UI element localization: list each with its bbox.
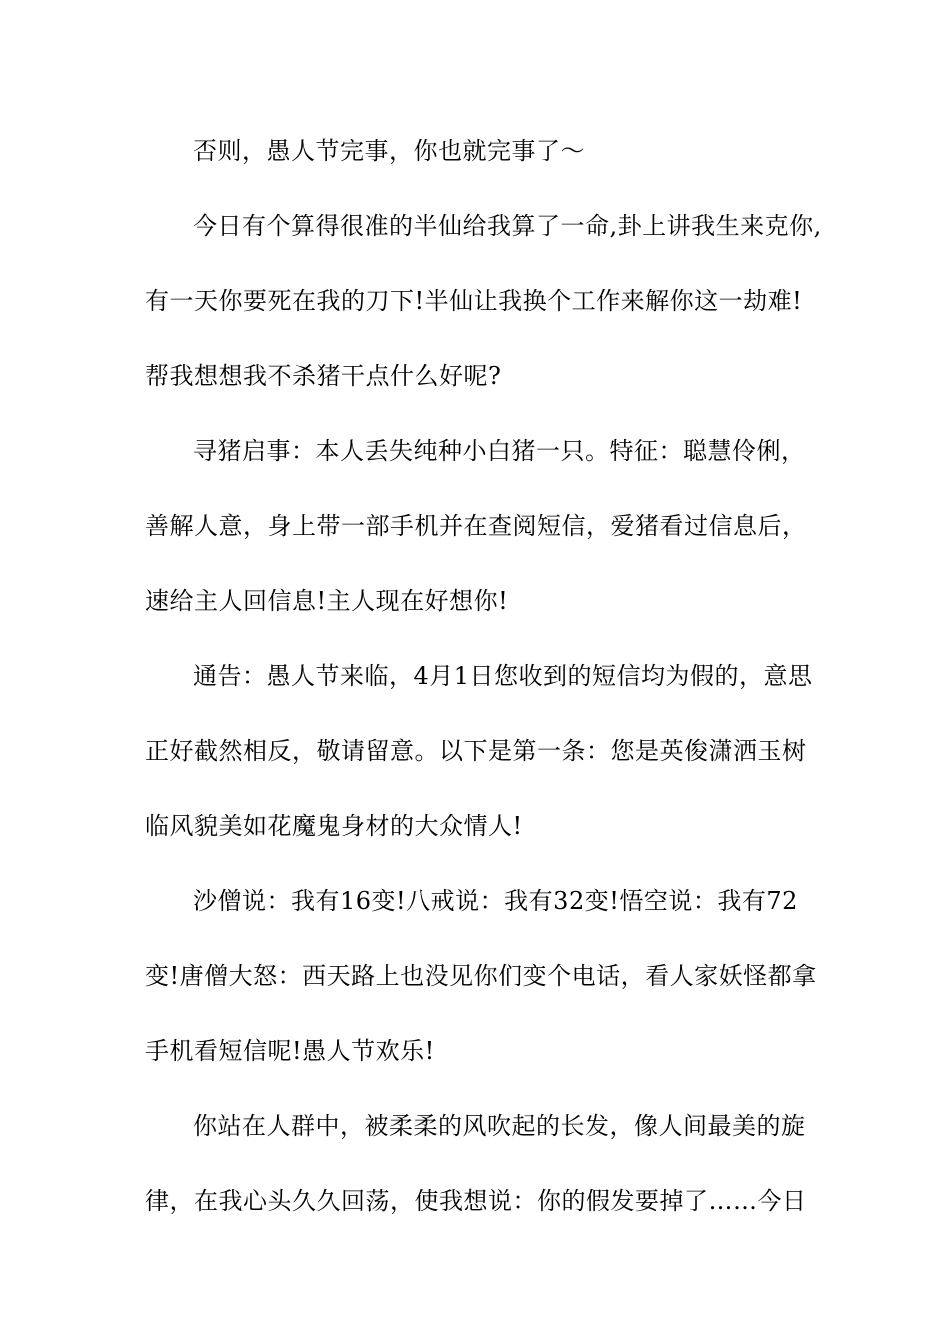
text-line: 律，在我心头久久回荡，使我想说：你的假发要掉了……今日 xyxy=(145,1187,807,1215)
text-line: 变!唐僧大怒：西天路上也没见你们变个电话，看人家妖怪都拿 xyxy=(145,962,817,990)
text-line: 临风貌美如花魔鬼身材的大众情人! xyxy=(145,812,523,840)
text-line: 否则，愚人节完事，你也就完事了～ xyxy=(193,137,585,165)
text-line: 今日有个算得很准的半仙给我算了一命,卦上讲我生来克你, xyxy=(193,212,822,240)
text-line: 善解人意，身上带一部手机并在查阅短信，爱猪看过信息后， xyxy=(145,512,807,540)
text-line: 有一天你要死在我的刀下!半仙让我换个工作来解你这一劫难! xyxy=(145,287,803,315)
text-line: 速给主人回信息!主人现在好想你! xyxy=(145,587,509,615)
text-line: 正好截然相反，敬请留意。以下是第一条：您是英俊潇洒玉树 xyxy=(145,737,807,765)
text-line: 手机看短信呢!愚人节欢乐! xyxy=(145,1037,435,1065)
text-line: 你站在人群中，被柔柔的风吹起的长发，像人间最美的旋 xyxy=(193,1112,806,1140)
text-line: 寻猪启事：本人丢失纯种小白猪一只。特征：聪慧伶俐， xyxy=(193,437,806,465)
text-line: 帮我想想我不杀猪干点什么好呢? xyxy=(145,362,502,390)
text-line: 沙僧说：我有16变!八戒说：我有32变!悟空说：我有72 xyxy=(193,887,798,915)
text-line: 通告：愚人节来临，4月1日您收到的短信均为假的，意思 xyxy=(193,662,813,690)
